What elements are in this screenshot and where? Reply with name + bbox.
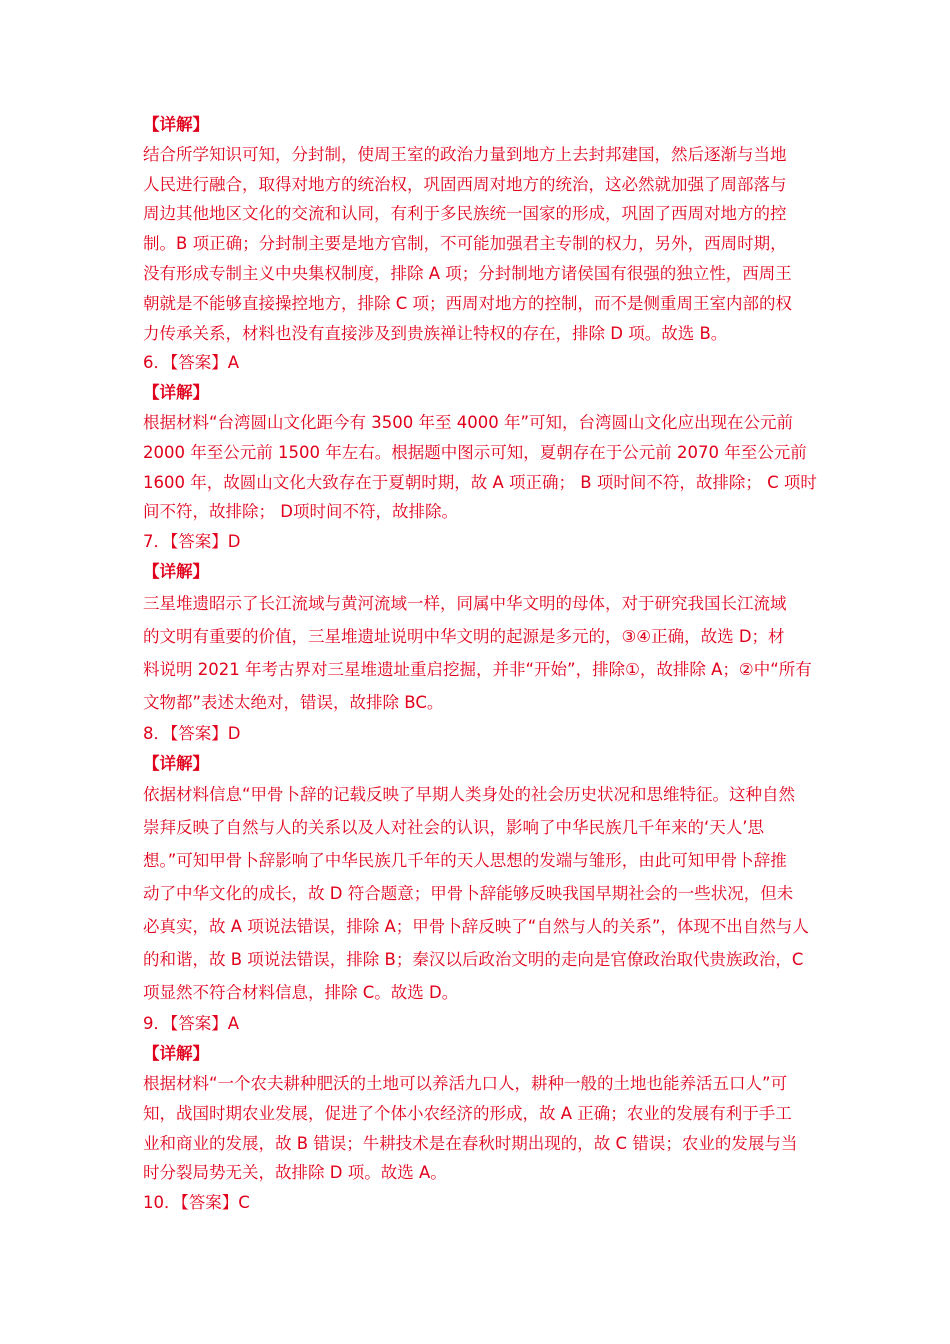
answer-line: 9．【答案】A (143, 1014, 240, 1034)
detail-header: 【详解】 (143, 1044, 209, 1064)
detail-text-line: 间不符，故排除； D项时间不符，故排除。 (143, 502, 458, 522)
detail-text-line: 三星堆遗昭示了长江流域与黄河流域一样，同属中华文明的母体，对于研究我国长江流域 (143, 593, 787, 613)
detail-text-line: 想。”可知甲骨卜辞影响了中华民族几千年的天人思想的发端与雏形，由此可知甲骨卜辞推 (143, 851, 787, 871)
detail-text-line: 项显然不符合材料信息，排除 C。故选 D。 (143, 983, 459, 1003)
detail-text-line: 根据材料“台湾圆山文化距今有 3500 年至 4000 年”可知，台湾圆山文化应出现在公元前 (143, 412, 794, 432)
detail-section (143, 557, 813, 719)
answer-line: 10．【答案】C (143, 1193, 250, 1213)
answer-line: 8．【答案】D (143, 723, 241, 743)
detail-text-line: 时分裂局势无关，故排除 D 项。故选 A。 (143, 1163, 447, 1183)
detail-text-line: 1600 年，故圆山文化大致存在于夏朝时期，故 A 项正确； B 项时间不符，故排除； C 项时 (143, 472, 817, 492)
detail-section (143, 378, 817, 527)
detail-text-line: 周边其他地区文化的交流和认同，有利于多民族统一国家的形成，巩固了西周对地方的控 (143, 204, 787, 224)
detail-section (143, 1039, 813, 1188)
detail-text-line: 力传承关系，材料也没有直接涉及到贵族禅让特权的存在，排除 D 项。故选 B。 (143, 323, 728, 343)
detail-header: 【详解】 (143, 115, 209, 134)
detail-section (143, 749, 813, 1010)
detail-text-line: 依据材料信息“甲骨卜辞的记载反映了早期人类身处的社会历史状况和思维特征。这种自然 (143, 785, 796, 805)
detail-text-line: 制。B 项正确；分封制主要是地方官制，不可能加强君主专制的权力，另外，西周时期， (143, 234, 787, 254)
detail-header: 【详解】 (143, 383, 209, 403)
detail-text-line: 知，战国时期农业发展，促进了个体小农经济的形成，故 A 正确；农业的发展有利于手工 (143, 1103, 792, 1123)
detail-text-line: 结合所学知识可知，分封制，使周王室的政治力量到地方上去封邦建国，然后逐渐与当地 (143, 144, 787, 164)
detail-text-line: 必真实，故 A 项说法错误，排除 A；甲骨卜辞反映了“自然与人的关系”，体现不出自然与人 (143, 917, 809, 937)
detail-text-line: 的和谐，故 B 项说法错误，排除 B；秦汉以后政治文明的走向是官僚政治取代贵族政治，C (143, 950, 804, 970)
detail-text-line: 根据材料“一个农夫耕种肥沃的土地可以养活九口人，耕种一般的土地也能养活五口人”可 (143, 1073, 788, 1093)
detail-text-line: 的文明有重要的价值，三星堆遗址说明中华文明的起源是多元的，③④正确，故选 D；材 (143, 626, 785, 646)
detail-text-line: 2000 年至公元前 1500 年左右。根据题中图示可知，夏朝存在于公元前 2070 年至公元前 (143, 442, 807, 462)
detail-header: 【详解】 (143, 753, 209, 773)
detail-text-line: 料说明 2021 年考古界对三星堆遗址重启挖掘，并非“开始”，排除①，故排除 A；②中“所有 (143, 659, 812, 679)
answer-line: 6．【答案】A (143, 353, 240, 373)
answer-line: 7．【答案】D (143, 532, 241, 552)
detail-header: 【详解】 (143, 561, 209, 581)
detail-text-line: 崇拜反映了自然与人的关系以及人对社会的认识，影响了中华民族几千年来的‘天人’思 (143, 818, 764, 838)
detail-text-line: 朝就是不能够直接操控地方，排除 C 项；西周对地方的控制，而不是侧重周王室内部的权 (143, 293, 793, 313)
answer-explanations (143, 110, 817, 1218)
detail-text-line: 文物都”表述太绝对，错误，故排除 BC。 (143, 692, 444, 712)
detail-text-line: 没有形成专制主义中央集权制度，排除 A 项；分封制地方诸侯国有很强的独立性，西周王 (143, 263, 792, 283)
detail-text-line: 动了中华文化的成长，故 D 符合题意；甲骨卜辞能够反映我国早期社会的一些状况，但未 (143, 884, 794, 904)
detail-text-line: 业和商业的发展，故 B 错误；牛耕技术是在春秋时期出现的，故 C 错误；农业的发展与当 (143, 1133, 798, 1153)
detail-text-line: 人民进行融合，取得对地方的统治权，巩固西周对地方的统治，这必然就加强了周部落与 (143, 174, 787, 194)
detail-section (143, 110, 813, 348)
